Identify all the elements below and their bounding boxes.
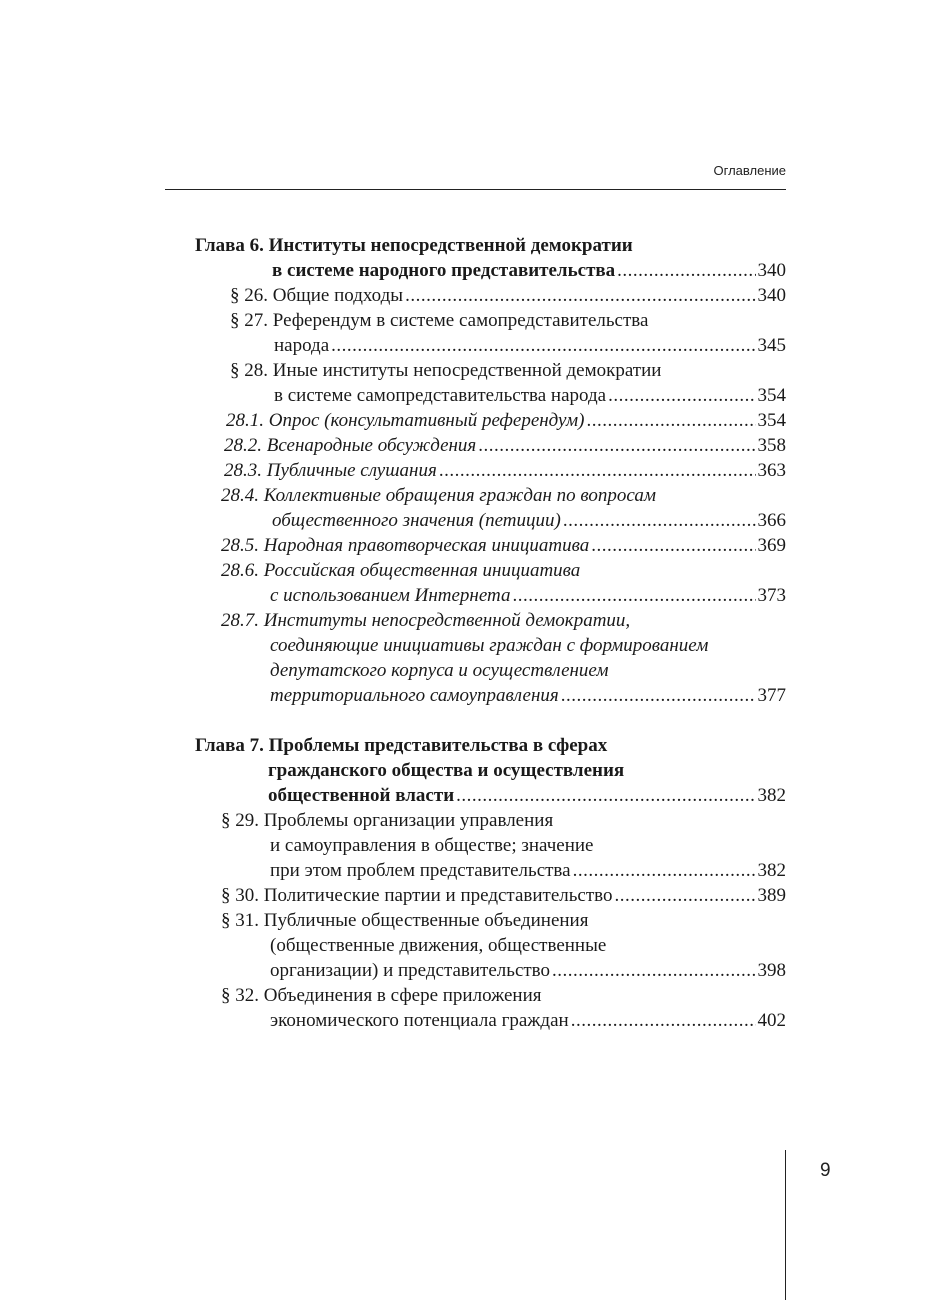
leader-dots — [478, 433, 755, 458]
page-ref: 363 — [757, 460, 786, 481]
paragraph-28-3-entry[interactable] — [0, 458, 786, 483]
paragraph-28-2-title: 28.2. Всенародные обсуждения — [224, 435, 477, 456]
page-ref: 354 — [757, 410, 786, 431]
page-number: 9 — [820, 1160, 831, 1181]
section-31-title-line-1: § 31. Публичные общественные объединения — [221, 910, 589, 931]
section-26-title: § 26. Общие подходы — [230, 285, 404, 306]
section-31-entry[interactable] — [0, 958, 786, 983]
section-27-entry[interactable] — [0, 333, 786, 358]
leader-dots — [561, 683, 756, 708]
paragraph-28-6-title-line-1: 28.6. Российская общественная инициатива — [221, 560, 581, 581]
paragraph-28-7-title-line-1: 28.7. Институты непосредственной демократии, — [221, 610, 631, 631]
leader-dots — [439, 458, 756, 483]
section-31-title-line-2: (общественные движения, общественные — [270, 935, 607, 956]
leader-dots — [586, 408, 755, 433]
page-ref: 398 — [757, 960, 786, 981]
section-30-entry[interactable] — [0, 883, 786, 908]
leader-dots — [552, 958, 755, 983]
paragraph-28-1-title: 28.1. Опрос (консультативный референдум) — [226, 410, 585, 431]
page-ref: 340 — [757, 260, 786, 281]
section-31-title-line-3: организации) и представительство — [270, 960, 551, 981]
paragraph-28-6-entry[interactable] — [0, 583, 786, 608]
leader-dots — [512, 583, 755, 608]
leader-dots — [615, 883, 756, 908]
paragraph-28-5-title: 28.5. Народная правотворческая инициатива — [221, 535, 590, 556]
paragraph-28-1-entry[interactable] — [0, 408, 786, 433]
paragraph-28-7-title-line-4: территориального самоуправления — [270, 685, 559, 706]
paragraph-28-7-title-line-2: соединяющие инициативы граждан с формированием — [270, 635, 709, 656]
paragraph-28-4-title-line-1: 28.4. Коллективные обращения граждан по вопросам — [221, 485, 656, 506]
chapter-6-entry[interactable] — [0, 258, 786, 283]
section-32-title-line-1: § 32. Объединения в сфере приложения — [221, 985, 542, 1006]
page-ref: 358 — [757, 435, 786, 456]
chapter-7-entry[interactable] — [0, 783, 786, 808]
section-32-title-line-2: экономического потенциала граждан — [270, 1010, 569, 1031]
page-number-rule — [785, 1150, 786, 1300]
section-29-title-line-2: и самоуправления в обществе; значение — [270, 835, 594, 856]
leader-dots — [591, 533, 755, 558]
leader-dots — [608, 383, 755, 408]
paragraph-28-4-entry[interactable] — [0, 508, 786, 533]
paragraph-28-7-entry[interactable] — [0, 683, 786, 708]
page-ref: 389 — [757, 885, 786, 906]
chapter-6-title-line-1: Глава 6. Институты непосредственной демократии — [195, 235, 633, 256]
page-ref: 354 — [757, 385, 786, 406]
section-29-entry[interactable] — [0, 858, 786, 883]
section-29-title-line-1: § 29. Проблемы организации управления — [221, 810, 554, 831]
section-27-title-line-1: § 27. Референдум в системе самопредставительства — [230, 310, 649, 331]
chapter-6-title-line-2: в системе народного представительства — [272, 260, 616, 281]
leader-dots — [571, 1008, 756, 1033]
page-ref: 402 — [757, 1010, 786, 1031]
section-28-title-line-2: в системе самопредставительства народа — [274, 385, 607, 406]
page-ref: 377 — [757, 685, 786, 706]
section-28-entry[interactable] — [0, 383, 786, 408]
paragraph-28-4-title-line-2: общественного значения (петиции) — [272, 510, 561, 531]
section-29-title-line-3: при этом проблем представительства — [270, 860, 571, 881]
paragraph-28-7-title-line-3: депутатского корпуса и осуществлением — [270, 660, 609, 681]
page-ref: 366 — [757, 510, 786, 531]
leader-dots — [573, 858, 756, 883]
leader-dots — [405, 283, 755, 308]
leader-dots — [331, 333, 755, 358]
page-ref: 373 — [757, 585, 786, 606]
page-ref: 382 — [757, 785, 786, 806]
section-27-title-line-2: народа — [274, 335, 330, 356]
leader-dots — [456, 783, 755, 808]
page-ref: 369 — [757, 535, 786, 556]
paragraph-28-5-entry[interactable] — [0, 533, 786, 558]
section-28-title-line-1: § 28. Иные институты непосредственной демократии — [230, 360, 662, 381]
chapter-7-title-line-3: общественной власти — [268, 785, 455, 806]
paragraph-28-6-title-line-2: с использованием Интернета — [270, 585, 511, 606]
chapter-7-title-line-2: гражданского общества и осуществления — [268, 760, 625, 781]
section-32-entry[interactable] — [0, 1008, 786, 1033]
running-head-title: Оглавление — [713, 163, 786, 178]
paragraph-28-3-title: 28.3. Публичные слушания — [224, 460, 437, 481]
page-ref: 345 — [757, 335, 786, 356]
page-ref: 340 — [757, 285, 786, 306]
leader-dots — [563, 508, 756, 533]
section-26-entry[interactable] — [0, 283, 786, 308]
section-30-title: § 30. Политические партии и представительство — [221, 885, 613, 906]
chapter-7-title-line-1: Глава 7. Проблемы представительства в сферах — [195, 735, 608, 756]
leader-dots — [617, 258, 755, 283]
page-ref: 382 — [757, 860, 786, 881]
header-rule — [165, 189, 786, 190]
paragraph-28-2-entry[interactable] — [0, 433, 786, 458]
